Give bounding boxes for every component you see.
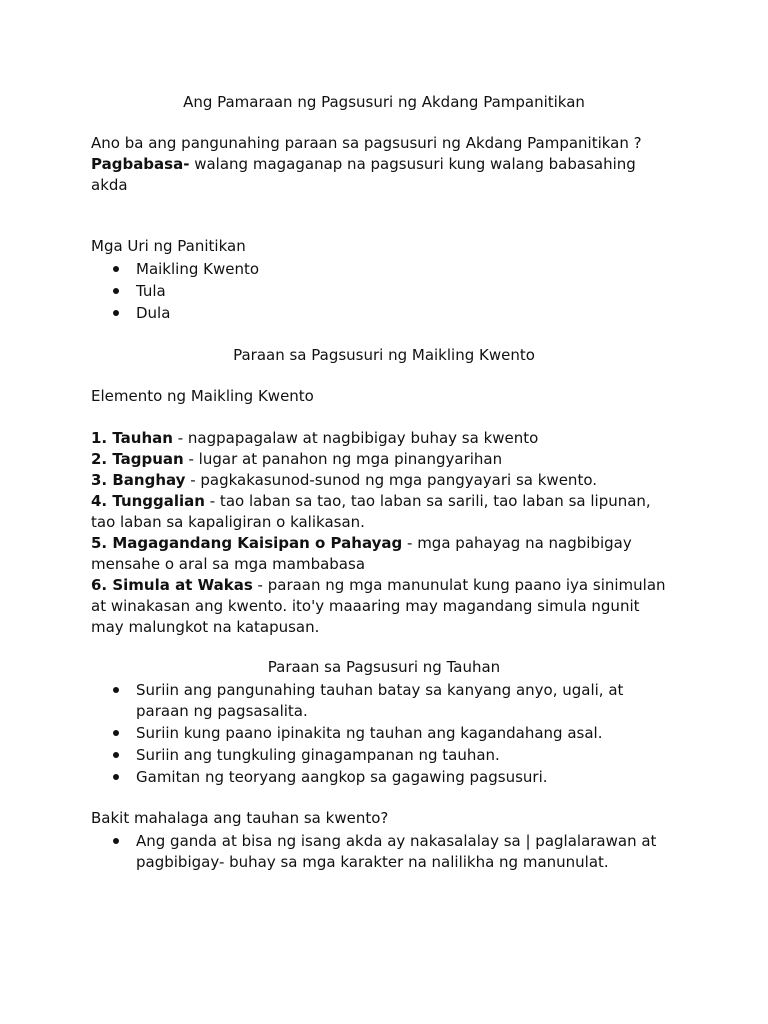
- bullet: [113, 774, 119, 780]
- elemento-desc-continued: at winakasan ang kwento. ito'y maaaring may magandang simula ngunit: [91, 597, 640, 615]
- uri-item: Dula: [136, 304, 171, 322]
- elemento-desc-continued: tao laban sa kapaligiran o kalikasan.: [91, 513, 365, 531]
- intro-answer-term: Pagbabasa-: [91, 155, 190, 173]
- bullet: [113, 752, 119, 758]
- elemento-desc: - lugar at panahon ng mga pinangyarihan: [183, 450, 503, 468]
- section-heading-maikling-kwento: Paraan sa Pagsusuri ng Maikling Kwento: [233, 346, 535, 364]
- uri-heading: Mga Uri ng Panitikan: [91, 237, 246, 255]
- tauhan-item: Suriin ang tungkuling ginagampanan ng tauhan.: [136, 746, 500, 764]
- elemento-item: [91, 533, 632, 554]
- tauhan-item: Suriin kung paano ipinakita ng tauhan ang kagandahang asal.: [136, 724, 603, 742]
- bullet: [113, 310, 119, 316]
- elemento-desc: - pagkakasunod-sunod ng mga pangyayari sa kwento.: [185, 471, 598, 489]
- elemento-desc-continued: mensahe o aral sa mga mambabasa: [91, 555, 366, 573]
- elemento-term: 6. Simula at Wakas: [91, 576, 253, 594]
- bullet: [113, 266, 119, 272]
- tauhan-item: Gamitan ng teoryang aangkop sa gagawing pagsusuri.: [136, 768, 548, 786]
- elemento-desc: - nagpapagalaw at nagbibigay buhay sa kwento: [172, 429, 539, 447]
- bullet: [113, 288, 119, 294]
- elemento-item: [91, 470, 597, 491]
- document-title: Ang Pamaraan ng Pagsusuri ng Akdang Pampanitikan: [183, 93, 585, 111]
- tauhan-item-continued: paraan ng pagsasalita.: [136, 702, 308, 720]
- elemento-term: 3. Banghay: [91, 471, 186, 489]
- elemento-desc: - tao laban sa tao, tao laban sa sarili, tao laban sa lipunan,: [204, 492, 651, 510]
- elemento-term: 2. Tagpuan: [91, 450, 184, 468]
- elemento-term: 4. Tunggalian: [91, 492, 205, 510]
- intro-answer: [91, 154, 636, 175]
- elemento-heading: Elemento ng Maikling Kwento: [91, 387, 314, 405]
- elemento-desc-continued: may malungkot na katapusan.: [91, 618, 320, 636]
- elemento-desc: - paraan ng mga manunulat kung paano iya sinimulan: [252, 576, 666, 594]
- bakit-question: Bakit mahalaga ang tauhan sa kwento?: [91, 809, 389, 827]
- uri-item: Maikling Kwento: [136, 260, 260, 278]
- intro-answer-continued: akda: [91, 176, 128, 194]
- bakit-item: Ang ganda at bisa ng isang akda ay nakasalalay sa | paglalarawan at: [136, 832, 657, 850]
- elemento-term: 5. Magagandang Kaisipan o Pahayag: [91, 534, 403, 552]
- intro-answer-text: walang magaganap na pagsusuri kung walang babasahing: [189, 155, 636, 173]
- elemento-item: [91, 428, 538, 449]
- elemento-item: [91, 575, 666, 596]
- intro-question: Ano ba ang pangunahing paraan sa pagsusuri ng Akdang Pampanitikan ?: [91, 134, 642, 152]
- section-heading-tauhan: Paraan sa Pagsusuri ng Tauhan: [267, 658, 501, 676]
- bullet: [113, 838, 119, 844]
- elemento-term: 1. Tauhan: [91, 429, 173, 447]
- tauhan-item: Suriin ang pangunahing tauhan batay sa kanyang anyo, ugali, at: [136, 681, 624, 699]
- elemento-item: [91, 449, 502, 470]
- elemento-item: [91, 491, 651, 512]
- bakit-item-continued: pagbibigay- buhay sa mga karakter na nalilikha ng manunulat.: [136, 853, 609, 871]
- bullet: [113, 687, 119, 693]
- elemento-desc: - mga pahayag na nagbibigay: [402, 534, 632, 552]
- uri-item: Tula: [136, 282, 166, 300]
- bullet: [113, 730, 119, 736]
